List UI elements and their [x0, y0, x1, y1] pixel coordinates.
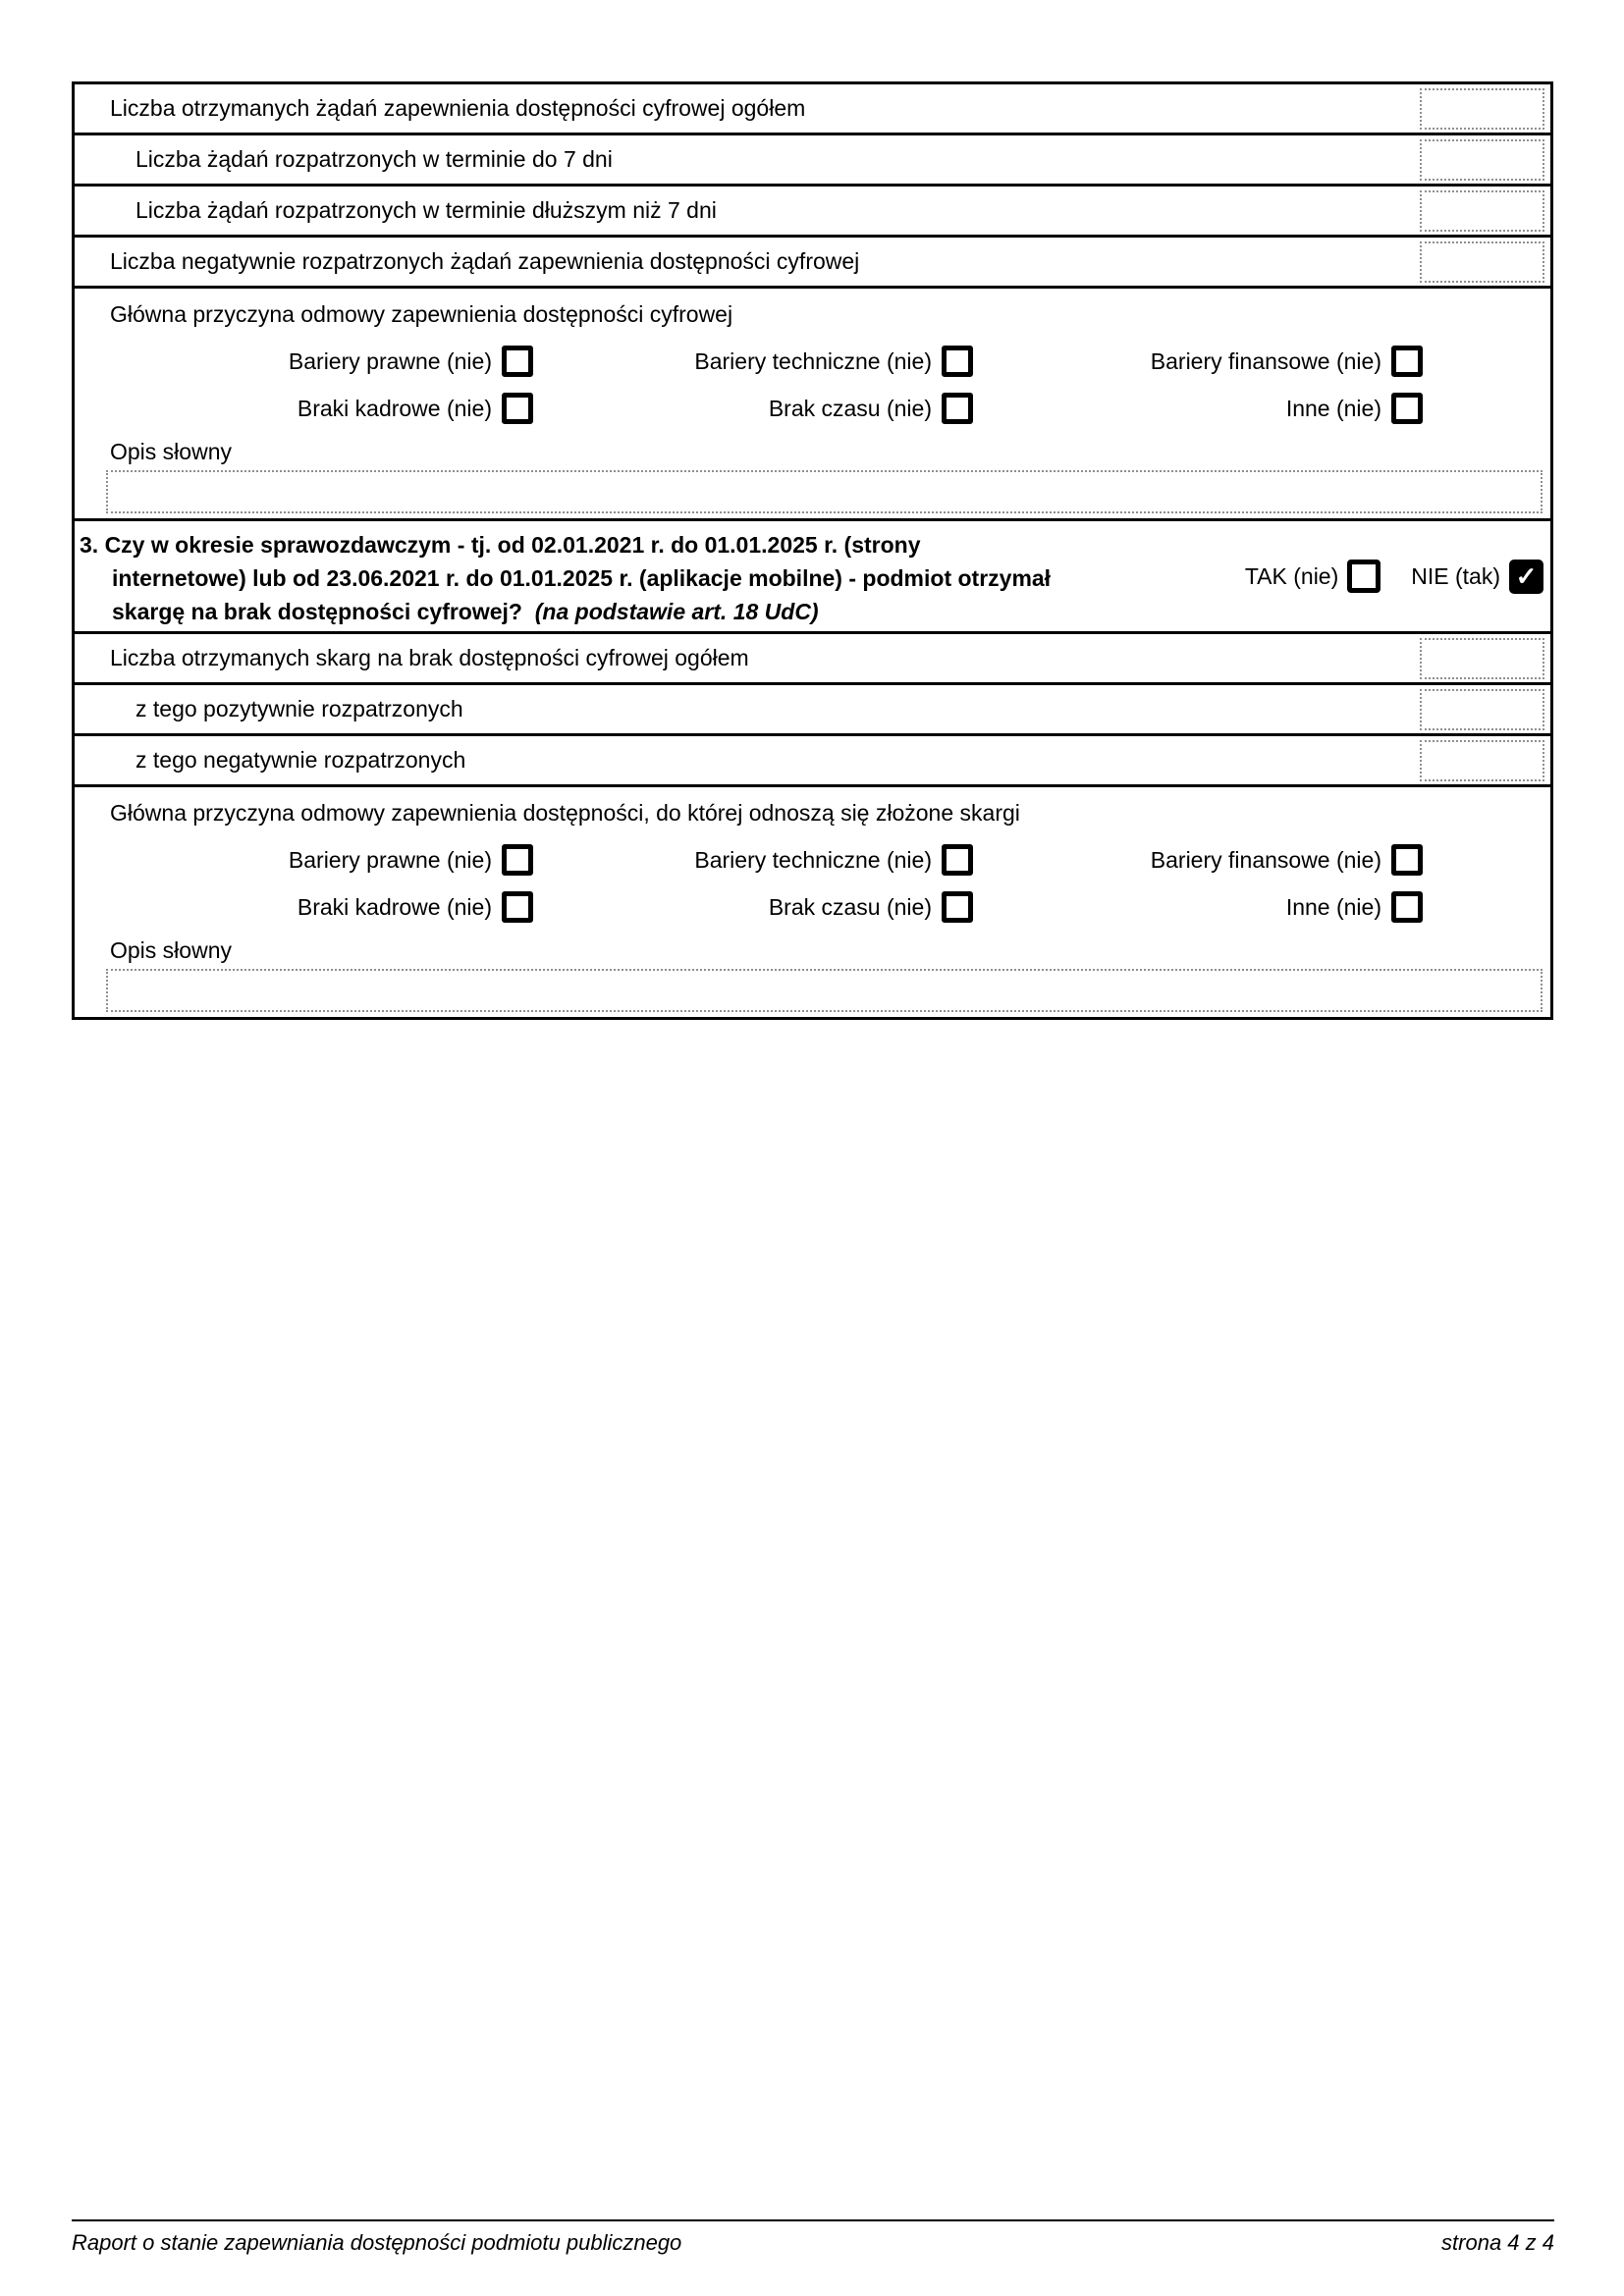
question-3-line [80, 595, 1051, 628]
barrier-option [75, 338, 533, 385]
table-row [75, 238, 1550, 289]
checkbox-label: Bariery prawne (nie) [288, 347, 492, 374]
checkbox-bariery-finansowe-skargi[interactable] [1391, 844, 1423, 876]
checkbox-brak-czasu-skargi[interactable] [942, 891, 973, 923]
table-row [75, 685, 1550, 736]
footer-document-title: Raport o stanie zapewniania dostępności podmiotu publicznego [72, 2230, 682, 2255]
barrier-option [75, 836, 533, 883]
table-row [75, 84, 1550, 135]
row-label-skargi-negatywne: z tego negatywnie rozpatrzonych [135, 747, 466, 773]
checkmark-icon: ✓ [1515, 561, 1538, 591]
barrier-option [973, 338, 1423, 385]
question-3-legal-basis: (na podstawie art. 18 UdC) [534, 599, 819, 624]
opis-slowny-textarea-digital[interactable] [106, 470, 1543, 513]
nie-label: NIE (tak) [1411, 562, 1500, 589]
table-row [75, 736, 1550, 787]
section-heading: Główna przyczyna odmowy zapewnienia dostępności cyfrowej [110, 301, 733, 327]
checkbox-label: Brak czasu (nie) [768, 395, 932, 421]
checkbox-label: Braki kadrowe (nie) [297, 395, 492, 421]
barrier-option [75, 883, 533, 931]
checkbox-braki-kadrowe-skargi[interactable] [502, 891, 533, 923]
barrier-checkbox-grid [75, 338, 1550, 432]
refusal-reasons-complaints-section [75, 787, 1550, 1017]
input-skargi-pozytywne[interactable] [1420, 689, 1544, 730]
checkbox-bariery-techniczne-digital[interactable] [942, 346, 973, 377]
checkbox-label: Brak czasu (nie) [768, 893, 932, 920]
row-label-skargi-ogolem: Liczba otrzymanych skarg na brak dostępności cyfrowej ogółem [110, 645, 749, 670]
row-label-zadania-ogolem: Liczba otrzymanych żądań zapewnienia dostępności cyfrowej ogółem [110, 95, 806, 121]
input-zadania-ogolem[interactable] [1420, 88, 1544, 130]
opis-slowny-textarea-skargi[interactable] [106, 969, 1543, 1012]
input-skargi-ogolem[interactable] [1420, 638, 1544, 679]
checkbox-label: Bariery finansowe (nie) [1150, 347, 1381, 374]
input-skargi-negatywne[interactable] [1420, 740, 1544, 781]
page-footer [72, 2219, 1554, 2256]
table-row [75, 135, 1550, 187]
barrier-checkbox-grid [75, 836, 1550, 931]
checkbox-label: Inne (nie) [1285, 893, 1381, 920]
checkbox-label: Braki kadrowe (nie) [297, 893, 492, 920]
nie-checkbox[interactable] [1509, 560, 1543, 594]
checkbox-label: Bariery techniczne (nie) [694, 846, 932, 873]
question-3-text [80, 528, 1051, 624]
checkbox-brak-czasu-digital[interactable] [942, 393, 973, 424]
section-heading: Główna przyczyna odmowy zapewnienia dostępności, do której odnoszą się złożone skargi [110, 800, 1020, 826]
barrier-option [533, 385, 973, 432]
checkbox-inne-digital[interactable] [1391, 393, 1423, 424]
barrier-option [75, 385, 533, 432]
table-row [75, 187, 1550, 238]
checkbox-label: Inne (nie) [1285, 395, 1381, 421]
tak-checkbox[interactable] [1347, 560, 1380, 593]
checkbox-bariery-techniczne-skargi[interactable] [942, 844, 973, 876]
row-label-zadania-ponad-7-dni: Liczba żądań rozpatrzonych w terminie dłuższym niż 7 dni [135, 197, 717, 223]
input-zadania-negatywne[interactable] [1420, 241, 1544, 283]
question-3-line-text: skargę na brak dostępności cyfrowej? [112, 599, 522, 624]
row-label-zadania-negatywne: Liczba negatywnie rozpatrzonych żądań zapewnienia dostępności cyfrowej [110, 248, 860, 274]
opis-slowny-label: Opis słowny [110, 937, 232, 963]
tak-label: TAK (nie) [1244, 562, 1339, 589]
checkbox-bariery-prawne-skargi[interactable] [502, 844, 533, 876]
barrier-option [533, 883, 973, 931]
checkbox-inne-skargi[interactable] [1391, 891, 1423, 923]
barrier-option [533, 338, 973, 385]
barrier-option [973, 385, 1423, 432]
table-row [75, 634, 1550, 685]
opis-slowny-label: Opis słowny [110, 439, 232, 464]
question-3-line: internetowe) lub od 23.06.2021 r. do 01.01.2025 r. (aplikacje mobilne) - podmiot otrzymał [112, 565, 1052, 591]
barrier-option [973, 836, 1423, 883]
input-zadania-ponad-7-dni[interactable] [1420, 190, 1544, 232]
question-3-answers [1245, 560, 1546, 594]
row-label-skargi-pozytywne: z tego pozytywnie rozpatrzonych [135, 696, 463, 721]
checkbox-label: Bariery techniczne (nie) [694, 347, 932, 374]
refusal-reasons-digital-section [75, 289, 1550, 521]
barrier-option [973, 883, 1423, 931]
question-3-row [75, 521, 1550, 634]
barrier-option [533, 836, 973, 883]
checkbox-braki-kadrowe-digital[interactable] [502, 393, 533, 424]
checkbox-bariery-prawne-digital[interactable] [502, 346, 533, 377]
input-zadania-do-7-dni[interactable] [1420, 139, 1544, 181]
footer-page-number: strona 4 z 4 [1441, 2230, 1554, 2255]
checkbox-bariery-finansowe-digital[interactable] [1391, 346, 1423, 377]
accessibility-report-form-table [72, 81, 1553, 1020]
checkbox-label: Bariery prawne (nie) [288, 846, 492, 873]
row-label-zadania-do-7-dni: Liczba żądań rozpatrzonych w terminie do 7 dni [135, 146, 613, 172]
checkbox-label: Bariery finansowe (nie) [1150, 846, 1381, 873]
question-3-line: 3. Czy w okresie sprawozdawczym - tj. od 02.01.2021 r. do 01.01.2025 r. (strony [80, 532, 921, 558]
